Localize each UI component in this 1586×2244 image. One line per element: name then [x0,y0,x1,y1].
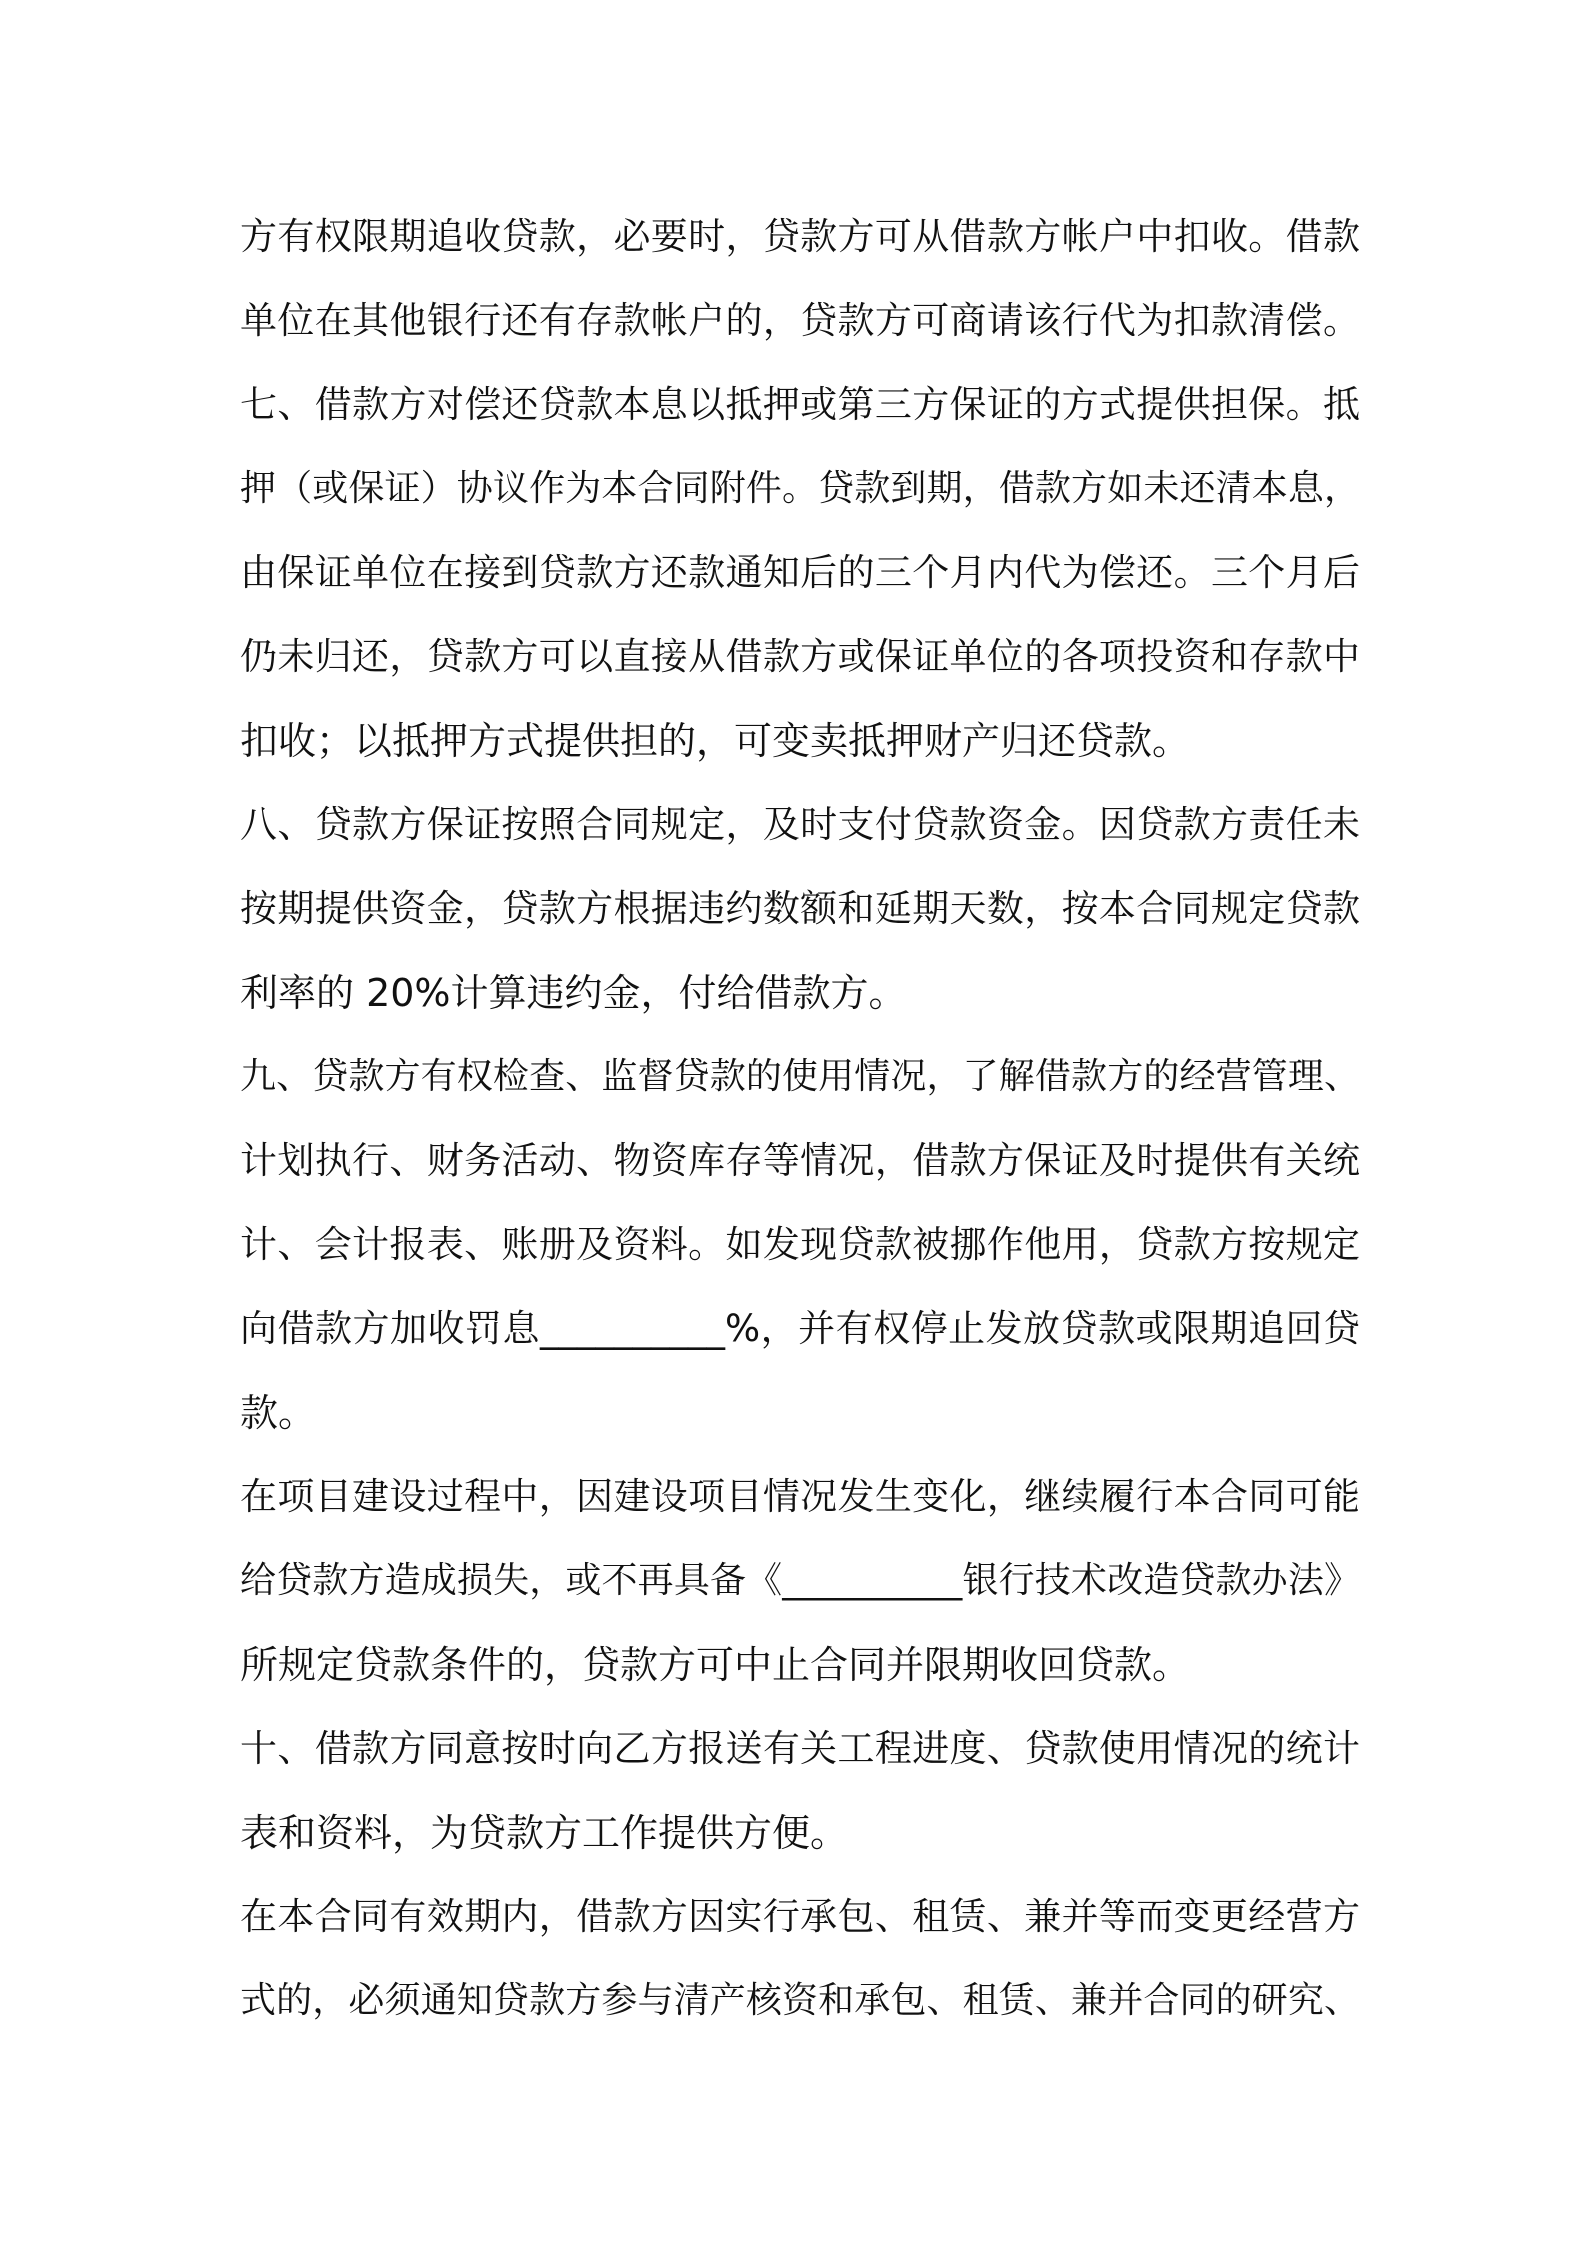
document-line: 单位在其他银行还有存款帐户的，贷款方可商请该行代为扣款清偿。 [240,299,1360,342]
document-line: 十、借款方同意按时向乙方报送有关工程进度、贷款使用情况的统计 [240,1727,1360,1770]
document-line: 在项目建设过程中，因建设项目情况发生变化，继续履行本合同可能 [240,1475,1360,1518]
document-line: 八、贷款方保证按照合同规定，及时支付贷款资金。因贷款方责任未 [240,803,1360,846]
document-line: 款。 [240,1391,317,1435]
document-line: 扣收；以抵押方式提供担的，可变卖抵押财产归还贷款。 [240,719,1191,763]
document-line: 在本合同有效期内，借款方因实行承包、租赁、兼并等而变更经营方 [240,1895,1360,1938]
document-line: 给贷款方造成损失，或不再具备《__________银行技术改造贷款办法》 [240,1560,1360,1601]
document-line: 计划执行、财务活动、物资库存等情况，借款方保证及时提供有关统 [240,1139,1360,1182]
document-line: 七、借款方对偿还贷款本息以抵押或第三方保证的方式提供担保。抵 [240,383,1360,426]
document-line: 由保证单位在接到贷款方还款通知后的三个月内代为偿还。三个月后 [240,551,1360,594]
document-line: 按期提供资金，贷款方根据违约数额和延期天数，按本合同规定贷款 [240,887,1360,930]
document-line: 九、贷款方有权检查、监督贷款的使用情况，了解借款方的经营管理、 [240,1056,1360,1097]
document-line: 利率的 20%计算违约金，付给借款方。 [240,971,907,1015]
document-body [240,195,1360,2043]
document-line: 表和资料，为贷款方工作提供方便。 [240,1811,849,1855]
document-line: 方有权限期追收贷款，必要时，贷款方可从借款方帐户中扣收。借款 [240,215,1360,258]
document-line: 仍未归还，贷款方可以直接从借款方或保证单位的各项投资和存款中 [240,635,1360,678]
document-line: 式的，必须通知贷款方参与清产核资和承包、租赁、兼并合同的研究、 [240,1980,1360,2021]
document-line: 所规定贷款条件的，贷款方可中止合同并限期收回贷款。 [240,1643,1191,1687]
document-line: 计、会计报表、账册及资料。如发现贷款被挪作他用，贷款方按规定 [240,1223,1360,1266]
document-line: 向借款方加收罚息__________%，并有权停止发放贷款或限期追回贷 [240,1307,1360,1350]
document-line: 押（或保证）协议作为本合同附件。贷款到期，借款方如未还清本息， [240,468,1360,509]
